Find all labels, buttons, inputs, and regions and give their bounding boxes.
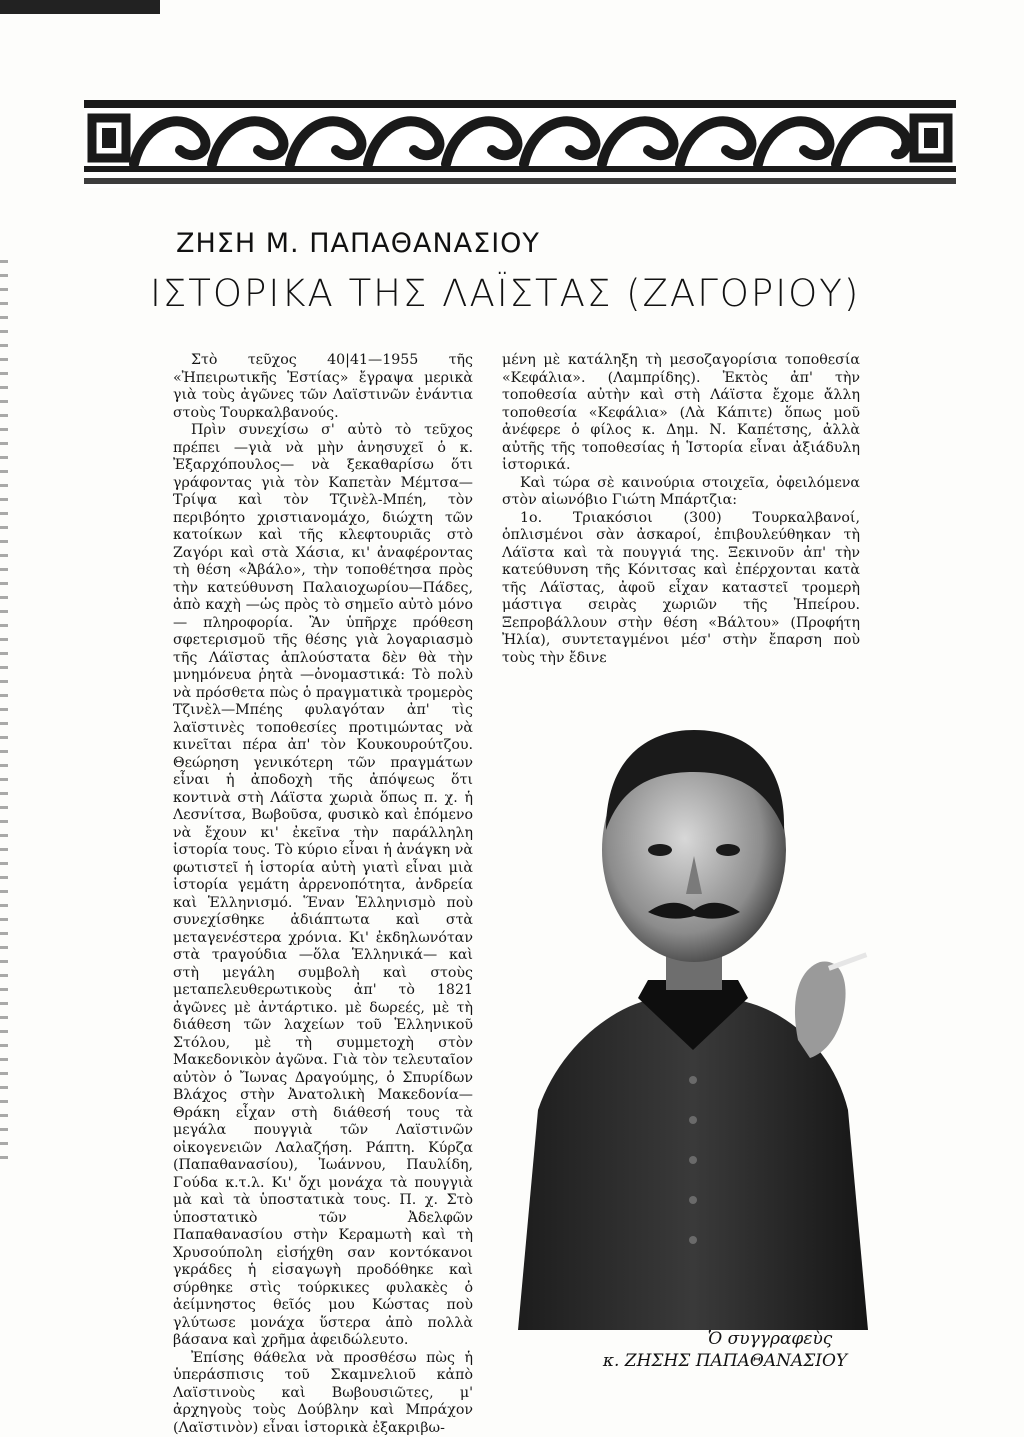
article-title: ΙΣΤΟΡΙΚΑ ΤΗΣ ΛΑΪΣΤΑΣ (ΖΑΓΟΡΙΟΥ): [150, 272, 870, 315]
author-name: ΖΗΣΗ Μ. ΠΑΠΑΘΑΝΑΣΙΟΥ: [176, 228, 540, 259]
scan-edge: [0, 0, 160, 14]
article-column-right: [502, 352, 860, 692]
list-item: 1ο. Τριακόσιοι (300) Τουρκαλβανοί, ὁπλισμένοι σὰν ἀσκαροί, ἐπιβουλεύθηκαν τὴ Λάϊστα καὶ τὰ πουγγιά της. Ξεκινοῦν ἀπ' τὴν κατεύθυνση τῆς Κόνιτσας καὶ ἐπέρχονται κατὰ τῆς Λάϊστας, ἀφοῦ εἶχαν καταστεῖ τρομερὴ μάστιγα σειρὰς χωριῶν τῆς Ἠπείρου. Ξεπροβάλλουν στὴν θέση «Βάλτου» (Προφήτη Ἠλία), συντεταγμένοι μέσ' στὴν ἔπαρση ποὺ τοὺς τὴν ἔδινε: [502, 510, 860, 668]
signature-role: Ὁ συγγραφεὺς: [560, 1328, 890, 1350]
paragraph: μένη μὲ κατάληξη τὴ μεσοζαγορίσια τοποθεσία «Κεφάλια». (Λαμπρίδης). Ἐκτὸς ἀπ' τὴν τοποθεσία αὐτὴν καὶ στὴ Λάϊστα ἔχομε ἄλλη τοποθεσία «Κεφάλια» (Λὰ Κάπιτε) ὅπως μοῦ ἀνέφερε ὁ φίλος κ. Δημ. Ν. Καπέτσης, ἀλλὰ αὐτῆς τῆς τοποθεσίας ἡ Ἱστορία εἶναι ἀξιάδυλη ἱστορικά.: [502, 352, 860, 475]
author-signature: [560, 1328, 890, 1372]
greek-wave-meander-icon: [84, 100, 956, 188]
article-column-left: [173, 352, 473, 1392]
signature-name: κ. ΖΗΣΗΣ ΠΑΠΑΘΑΝΑΣΙΟΥ: [560, 1350, 890, 1372]
portrait-photo-icon: [498, 680, 888, 1330]
paragraph: Ἐπίσης θάθελα νὰ προσθέσω πὼς ἡ ὑπεράσπισις τοῦ Σκαμνελιοῦ κἀπὸ Λαϊστινοὺς καὶ Βωβουσιῶτες, μ' ἀρχηγοὺς τοὺς Δούβλην καὶ Μπράχον (Λαϊστινὸν) εἶναι ἱστορικὰ ἐξακριβω-: [173, 1350, 473, 1437]
decorative-banner: [84, 100, 956, 188]
paragraph: Στὸ τεῦχος 40|41—1955 τῆς «Ἠπειρωτικῆς Ἑστίας» ἔγραψα μερικὰ γιὰ τοὺς ἀγῶνες τῶν Λαϊστινῶν ἐνάντια στοὺς Τουρκαλβανούς.: [173, 352, 473, 422]
paragraph: Πρὶν συνεχίσω σ' αὐτὸ τὸ τεῦχος πρέπει —γιὰ νὰ μὴν ἀνησυχεῖ ὁ κ. Ἐξαρχόπουλος— νὰ ξεκαθαρίσω ὅτι γράφοντας γιὰ τὸν Καπετὰν Μέμτσα—Τρίψα καὶ τὸν Τζινὲλ-Μπέη, τὸν περιβόητο χριστιανομάχο, διώχτη τῶν κατοίκων καὶ τῆς κλεφτουριᾶς στὸ Ζαγόρι καὶ στὰ Χάσια, κι' ἀναφέροντας τὴ θέση «Ἀβάλο», τὴν τοποθέτησα πρὸς τὴν κατεύθυνση Παλαιοχωρίου—Πάδες, ἀπὸ καχὴ —ὡς πρὸς τὸ σημεῖο αὐτὸ μόνο— πληροφορία. Ἂν ὑπῆρχε πρόθεση σφετερισμοῦ τῆς θέσης γιὰ λογαριασμὸ τῆς Λάϊστας ἁπλούστατα δὲν θὰ τὴν μνημόνευα ῥητὰ —ὀνομαστικά: Τὸ πολὺ νὰ πρόσθετα πὼς ὁ πραγματικὰ τρομερὸς Τζινὲλ—Μπέης φυλαγόταν ἀπ' τὶς λαϊστινὲς τοποθεσίες προτιμώντας νὰ κινεῖται πέρα ἀπ' τὸν Κουκουρούτζου. Θεώρηση γενικότερη τῶν πραγμάτων εἶναι ἡ ἀποδοχὴ τῆς ἀπόψεως ὅτι κοντινὰ στὴ Λάϊστα χωριὰ ὅπως π. χ. ἡ Λεσνίτσα, Βωβοῦσα, φυσικὸ καὶ ἐπόμενο νὰ ἔχουν κι' ἐκεῖνα τὴν παράλληλη ἱστορία τους. Τὸ κύριο εἶναι ἡ ἀνάγκη νὰ φωτιστεῖ ἡ ἱστορία αὐτὴ γιατὶ εἶναι μιὰ ἱστορία γεμάτη ἀρρενοπότητα, ἀνδρεία καὶ Ἑλληνισμό. Ἕναν Ἑλληνισμὸ ποὺ συνεχίσθηκε ἀδιάπτωτα καὶ στὰ μεταγενέστερα χρόνια. Κι' ἐκδηλωνόταν στὰ τραγούδια —ὅλα Ἑλληνικά— καὶ στὴ μεγάλη συμβολὴ καὶ στοὺς μεταπελευθερωτικοὺς ἀπ' τὸ 1821 ἀγῶνες μὲ ἀντάρτικο. μὲ δωρεές, μὲ τὴ διάθεση τῶν λαχείων τοῦ Ἑλληνικοῦ Στόλου, μὲ τὴ συμμετοχὴ στὸν Μακεδονικὸν ἀγῶνα. Γιὰ τὸν τελευταῖον αὐτὸν ὁ Ἴωνας Δραγούμης, ὁ Σπυρίδων Βλάχος στὴν Ἀνατολικὴ Μακεδονία— Θράκη εἶχαν στὴ διάθεσή τους τὰ μεγάλα πουγγιὰ τῶν Λαϊστινῶν οἰκογενειῶν Λαλαζήση. Ράπτη. Κύρζα (Παπαθανασίου), Ἰωάννου, Παυλίδη, Γούδα κ.τ.λ. Κι' ὄχι μονάχα τὰ πουγγιὰ μὰ καὶ τὰ ὑποστατικὰ τους. Π. χ. Στὸ ὑποστατικὸ τῶν Ἀδελφῶν Παπαθανασίου στὴν Κεραμωτὴ καὶ τὴ Χρυσούπολη εἰσήχθη σαν κοντόκανοι γκράδες ἡ εἰσαγωγὴ προδόθηκε καὶ σύρθηκε στὶς τούρκικες φυλακὲς ὁ ἀείμνηστος θεῖός μου Κώστας ποὺ γλύτωσε μονάχα ὕστερα ἀπὸ πολλὰ βάσανα καὶ χρῆμα ἀφειδώλευτο.: [173, 422, 473, 1350]
paragraph: Καὶ τώρα σὲ καινούρια στοιχεῖα, ὀφειλόμενα στὸν αἰωνόβιο Γιώτη Μπάρτζια:: [502, 475, 860, 510]
author-portrait: [498, 680, 888, 1330]
scan-binding-edge: [0, 260, 8, 1160]
